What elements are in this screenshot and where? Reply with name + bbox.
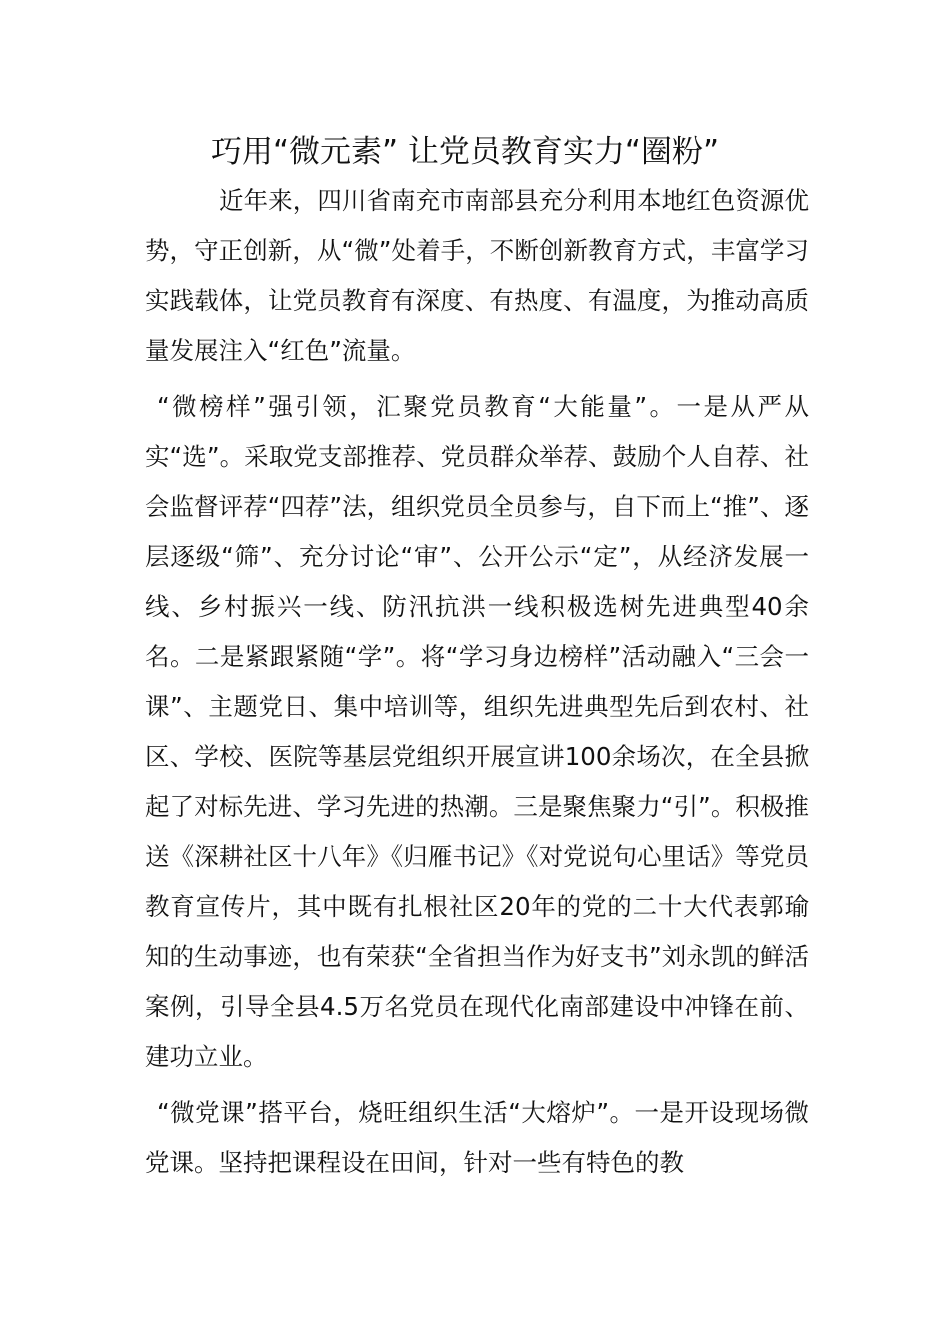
document-title: 巧用“微元素” 让党员教育实力“圈粉” — [210, 134, 720, 170]
paragraph-intro: 近年来，四川省南充市南部县充分利用本地红色资源优势，守正创新，从“微”处着手，不断创新教育方式，丰富学习实践载体，让党员教育有深度、有热度、有温度，为推动高质量发展注入“红色”流量。 — [145, 186, 809, 365]
document-body — [145, 176, 809, 1194]
paragraph-micro-role-models: “微榜样”强引领，汇聚党员教育“大能量”。一是从严从实“选”。采取党支部推荐、党员群众举荐、鼓励个人自荐、社会监督评荐“四荐”法，组织党员全员参与，自下而上“推”、逐层逐级“筛”、充分讨论“审”、公开公示“定”，从经济发展一线、乡村振兴一线、防汛抗洪一线积极选树先进典型40余名。二是紧跟紧随“学”。将“学习身边榜样”活动融入“三会一课”、主题党日、集中培训等，组织先进典型先后到农村、社区、学校、医院等基层党组织开展宣讲100余场次，在全县掀起了对标先进、学习先进的热潮。三是聚焦聚力“引”。积极推送《深耕社区十八年》《归雁书记》《对党说句心里话》等党员教育宣传片，其中既有扎根社区20年的党的二十大代表郭瑜知的生动事迹，也有荣获“全省担当作为好支书”刘永凯的鲜活案例，引导全县4.5万名党员在现代化南部建设中冲锋在前、建功立业。 — [145, 392, 809, 1071]
paragraph-micro-party-lessons: “微党课”搭平台，烧旺组织生活“大熔炉”。一是开设现场微党课。坚持把课程设在田间，针对一些有特色的教 — [145, 1098, 809, 1177]
